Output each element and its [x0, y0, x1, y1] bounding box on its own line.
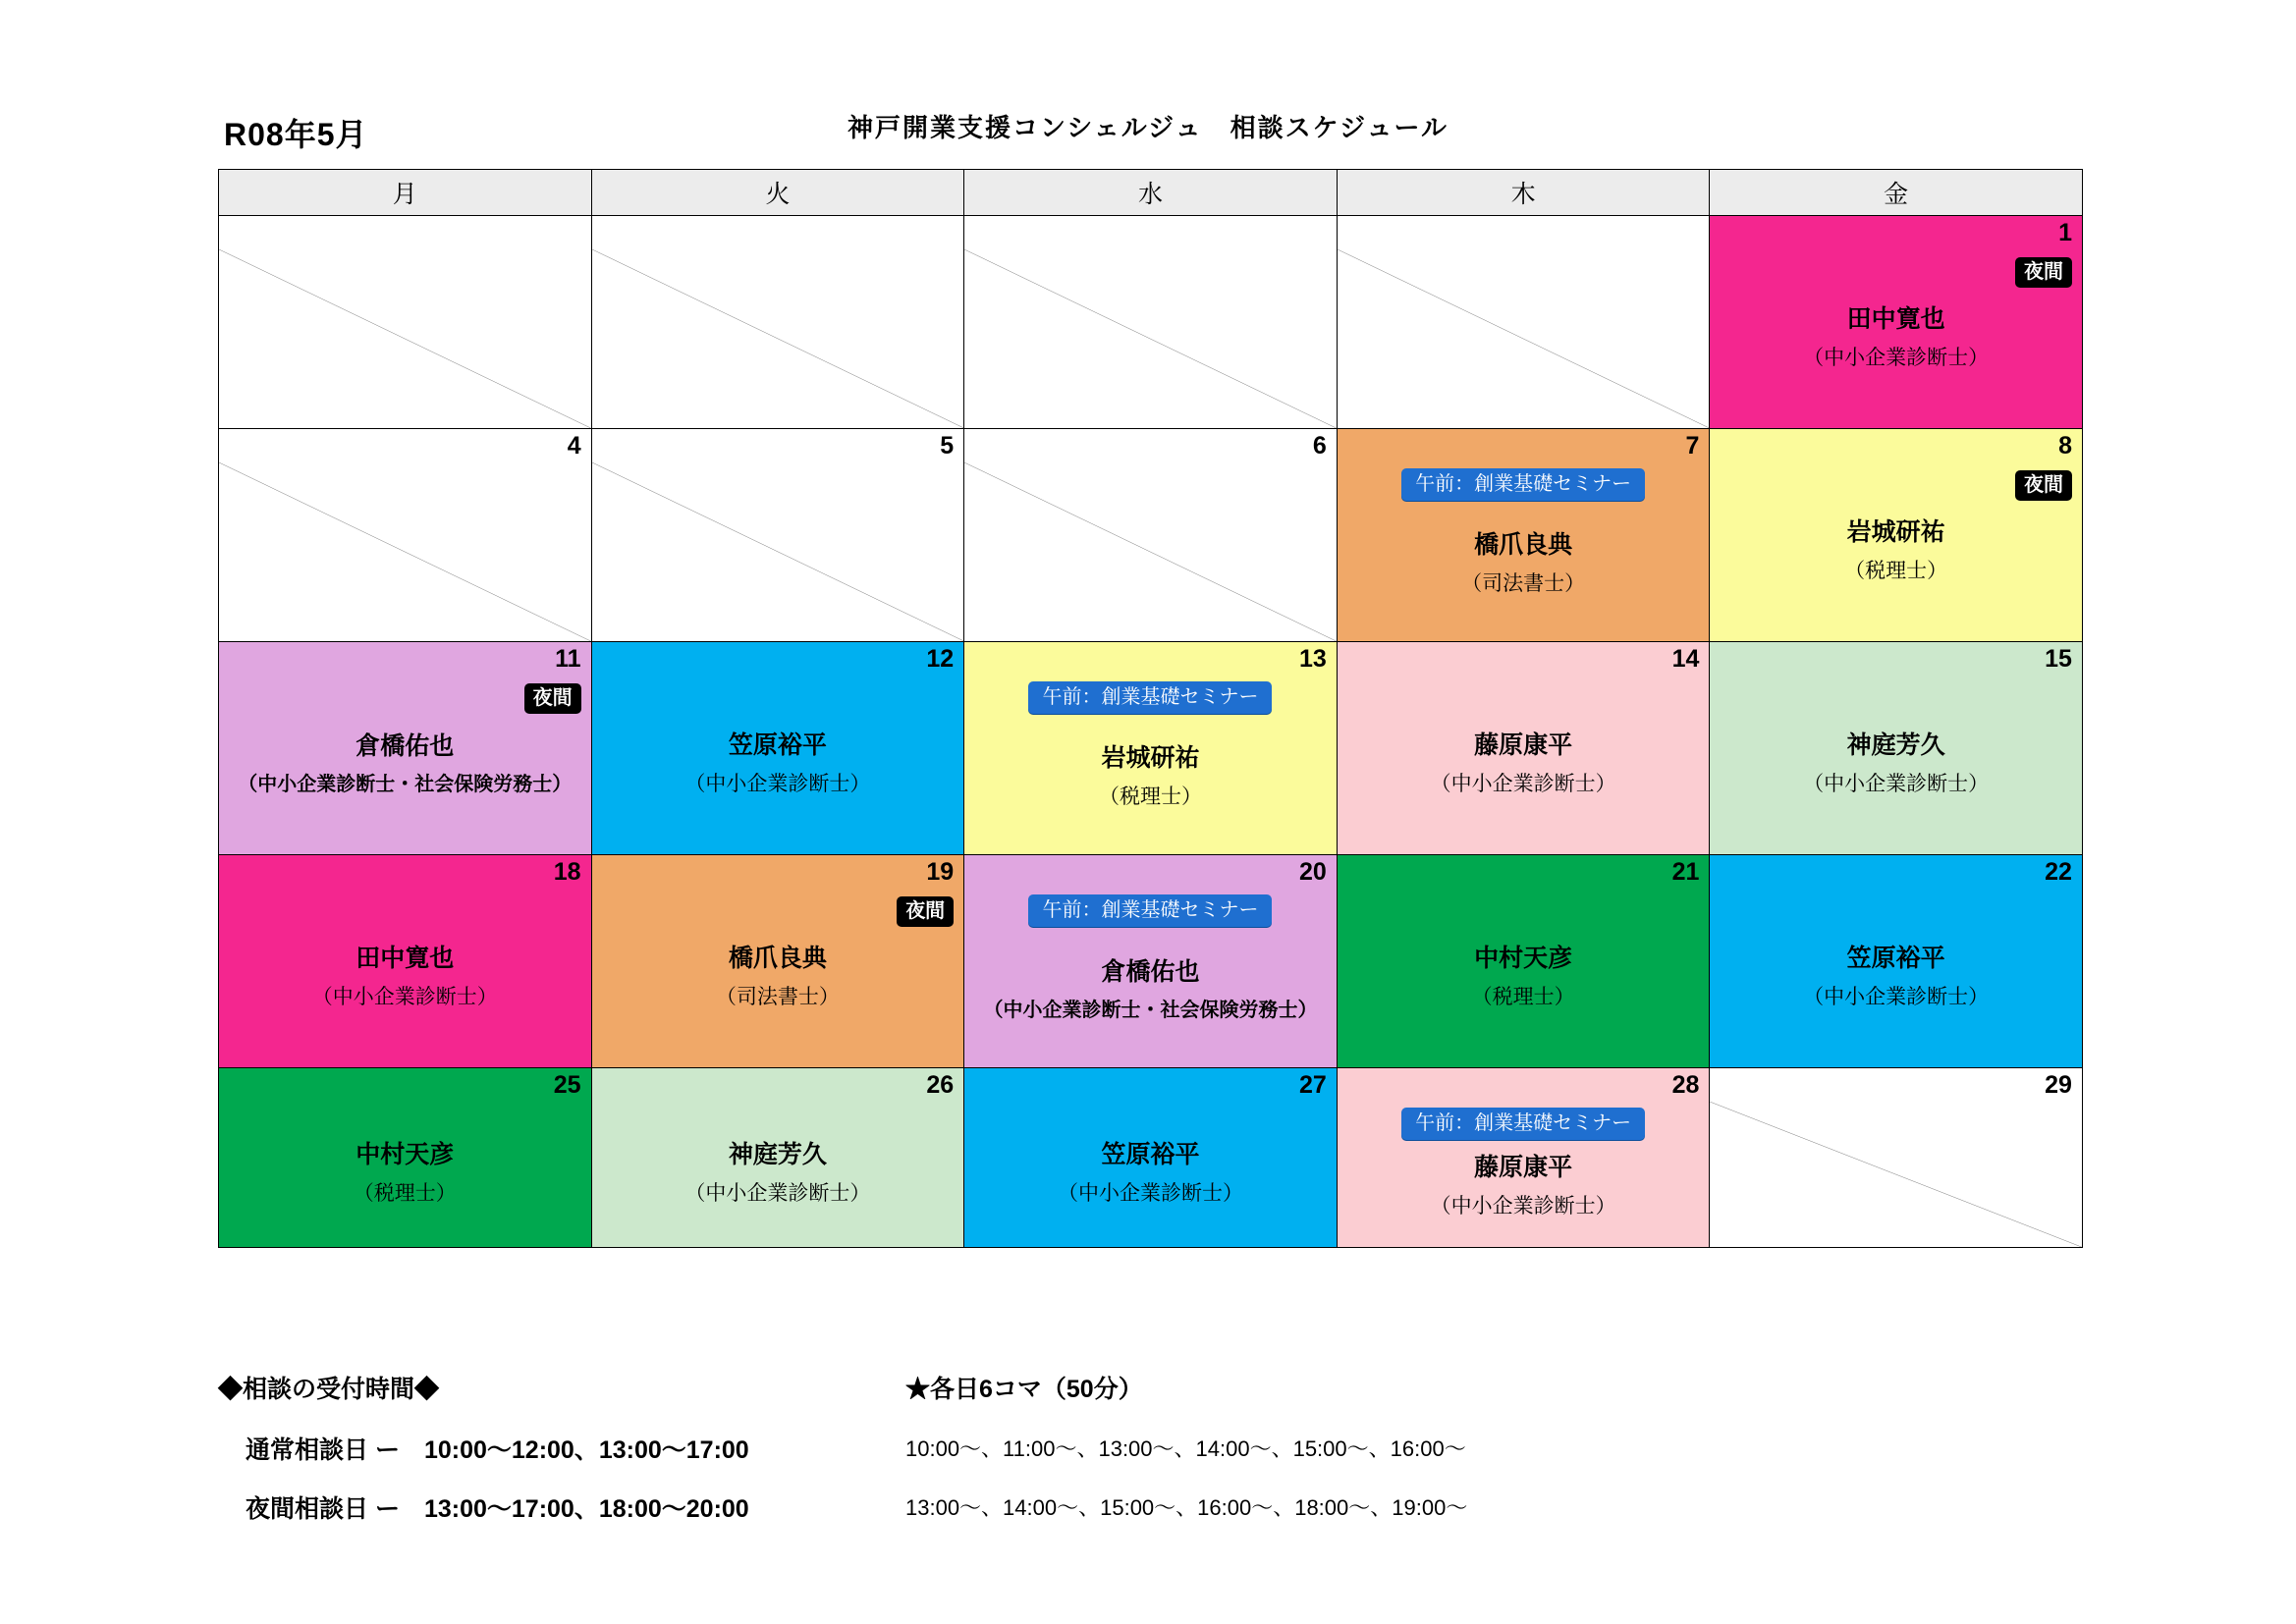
- night-session-badge: 夜間: [2015, 470, 2072, 501]
- advisor-name: 中村天彦: [1474, 945, 1573, 973]
- day-number-cell: 8: [1710, 429, 2083, 463]
- advisor-qualification: （中小企業診断士・社会保険労務士）: [238, 773, 573, 795]
- day-number-cell: 20: [964, 855, 1338, 890]
- day-entry: [1710, 889, 2082, 1067]
- advisor-qualification: （中小企業診断士）: [1430, 1195, 1616, 1218]
- calendar-day-cell[interactable]: [591, 249, 964, 429]
- advisor-qualification: （税理士）: [1844, 560, 1948, 583]
- day-number-cell: 21: [1337, 855, 1710, 890]
- day-number-cell: 29: [1710, 1068, 2083, 1103]
- advisor-qualification: （中小企業診断士）: [1803, 347, 1990, 370]
- advisor-qualification: （中小企業診断士）: [684, 1182, 871, 1206]
- calendar-content-row: [219, 676, 2083, 855]
- day-number-cell: 14: [1337, 642, 1710, 677]
- advisor-qualification: （中小企業診断士）: [311, 986, 498, 1009]
- calendar-day-cell[interactable]: [964, 676, 1338, 855]
- day-entry: [1338, 676, 1710, 854]
- day-number-cell: 15: [1710, 642, 2083, 677]
- calendar-day-cell[interactable]: [591, 889, 964, 1068]
- calendar-day-cell[interactable]: [964, 462, 1338, 642]
- day-entry: [1710, 676, 2082, 854]
- advisor-name: 神庭芳久: [1846, 731, 1945, 760]
- advisor-qualification: （税理士）: [1471, 986, 1575, 1009]
- day-number-cell: 1: [1710, 216, 2083, 250]
- advisor-name: 笠原裕平: [728, 731, 827, 760]
- advisor-name: 橋爪良典: [1474, 531, 1573, 560]
- day-number-cell: 25: [219, 1068, 592, 1103]
- weekday-header-tue: 火: [591, 170, 964, 216]
- empty-day-slash-icon: [964, 249, 1337, 428]
- advisor-qualification: （中小企業診断士）: [684, 773, 871, 796]
- calendar-day-cell[interactable]: [1337, 1102, 1710, 1248]
- day-entry: [219, 1102, 591, 1247]
- calendar-content-row: [219, 462, 2083, 642]
- day-number-cell: 28: [1337, 1068, 1710, 1103]
- page-title: 神戸開業支援コンシェルジュ 相談スケジュール: [847, 113, 1449, 142]
- advisor-qualification: （税理士）: [353, 1182, 457, 1206]
- calendar-daynum-row: [219, 216, 2083, 250]
- advisor-name: 神庭芳久: [728, 1141, 827, 1169]
- calendar-daynum-row: [219, 642, 2083, 677]
- empty-day-slash-icon: [1710, 1102, 2082, 1247]
- calendar-content-row: [219, 1102, 2083, 1248]
- calendar-daynum-row: [219, 429, 2083, 463]
- morning-seminar-badge: 午前：創業基礎セミナー: [1028, 681, 1272, 714]
- advisor-qualification: （中小企業診断士）: [1430, 773, 1616, 796]
- advisor-name: 笠原裕平: [1846, 945, 1945, 973]
- calendar-content-row: [219, 889, 2083, 1068]
- advisor-name: 藤原康平: [1474, 1154, 1573, 1182]
- advisor-name: 倉橋佑也: [355, 732, 455, 761]
- day-number-cell: 11: [219, 642, 592, 677]
- normal-day-slots: 10:00〜、11:00〜、13:00〜、14:00〜、15:00〜、16:00〜: [905, 1436, 1466, 1461]
- calendar-day-cell[interactable]: [219, 889, 592, 1068]
- calendar-day-cell[interactable]: [219, 249, 592, 429]
- day-number-cell: 7: [1337, 429, 1710, 463]
- advisor-qualification: （司法書士）: [715, 986, 840, 1009]
- calendar-day-cell[interactable]: [591, 676, 964, 855]
- day-number-cell: 12: [591, 642, 964, 677]
- morning-seminar-badge: 午前：創業基礎セミナー: [1028, 894, 1272, 927]
- advisor-name: 岩城研祐: [1101, 744, 1200, 773]
- calendar-day-cell[interactable]: [591, 462, 964, 642]
- normal-day-hours: 通常相談日 ー 10:00〜12:00、13:00〜17:00: [246, 1436, 749, 1464]
- day-number-cell: 18: [219, 855, 592, 890]
- calendar-table: [218, 169, 2083, 1248]
- reception-time-heading: ◆相談の受付時間◆: [218, 1376, 440, 1403]
- advisor-name: 岩城研祐: [1846, 518, 1945, 547]
- day-number-cell: [219, 216, 592, 250]
- calendar-day-cell[interactable]: [1710, 676, 2083, 855]
- day-number-cell: [591, 216, 964, 250]
- weekday-header-thu: 木: [1337, 170, 1710, 216]
- empty-day-slash-icon: [592, 462, 964, 641]
- advisor-qualification: （司法書士）: [1461, 572, 1586, 596]
- advisor-name: 笠原裕平: [1101, 1141, 1200, 1169]
- day-number-cell: 5: [591, 429, 964, 463]
- day-entry: [592, 676, 964, 854]
- night-day-hours: 夜間相談日 ー 13:00〜17:00、18:00〜20:00: [246, 1495, 749, 1523]
- day-entry: [592, 1102, 964, 1247]
- day-number-cell: 26: [591, 1068, 964, 1103]
- month-label: R08年5月: [224, 117, 368, 152]
- day-entry: [219, 889, 591, 1067]
- day-number-cell: 6: [964, 429, 1338, 463]
- slots-heading: ★各日6コマ（50分）: [905, 1376, 1143, 1403]
- calendar-day-cell[interactable]: [219, 676, 592, 855]
- advisor-qualification: （中小企業診断士）: [1057, 1182, 1243, 1206]
- calendar-day-cell[interactable]: [1337, 889, 1710, 1068]
- empty-day-slash-icon: [1338, 249, 1710, 428]
- calendar-day-cell[interactable]: [1337, 676, 1710, 855]
- calendar-day-cell[interactable]: [964, 1102, 1338, 1248]
- day-number-cell: [1337, 216, 1710, 250]
- morning-seminar-badge: 午前：創業基礎セミナー: [1401, 468, 1645, 501]
- day-number-cell: 13: [964, 642, 1338, 677]
- weekday-header-row: [219, 170, 2083, 216]
- weekday-header-mon: 月: [219, 170, 592, 216]
- advisor-qualification: （中小企業診断士）: [1803, 773, 1990, 796]
- day-number-cell: [964, 216, 1338, 250]
- calendar-content-row: [219, 249, 2083, 429]
- calendar-body: [219, 216, 2083, 1248]
- calendar-day-cell[interactable]: [1710, 249, 2083, 429]
- advisor-qualification: （中小企業診断士）: [1803, 986, 1990, 1009]
- advisor-name: 田中寛也: [1846, 305, 1945, 334]
- day-number-cell: 19: [591, 855, 964, 890]
- calendar-day-cell[interactable]: [1337, 462, 1710, 642]
- calendar-day-cell[interactable]: [1710, 889, 2083, 1068]
- empty-day-slash-icon: [219, 249, 591, 428]
- weekday-header-wed: 水: [964, 170, 1338, 216]
- calendar-daynum-row: [219, 1068, 2083, 1103]
- advisor-name: 藤原康平: [1474, 731, 1573, 760]
- day-number-cell: 4: [219, 429, 592, 463]
- day-entry: [964, 1102, 1337, 1247]
- calendar-day-cell[interactable]: [1337, 249, 1710, 429]
- advisor-name: 田中寛也: [355, 945, 455, 973]
- calendar-day-cell[interactable]: [591, 1102, 964, 1248]
- night-day-slots: 13:00〜、14:00〜、15:00〜、16:00〜、18:00〜、19:00〜: [905, 1495, 1468, 1520]
- morning-seminar-badge: 午前：創業基礎セミナー: [1401, 1108, 1645, 1140]
- calendar-day-cell[interactable]: [1710, 1102, 2083, 1248]
- advisor-qualification: （税理士）: [1098, 785, 1202, 809]
- empty-day-slash-icon: [964, 462, 1337, 641]
- night-session-badge: 夜間: [897, 896, 954, 927]
- day-entry: [1338, 889, 1710, 1067]
- advisor-name: 中村天彦: [355, 1141, 455, 1169]
- empty-day-slash-icon: [219, 462, 591, 641]
- calendar-day-cell[interactable]: [964, 889, 1338, 1068]
- advisor-qualification: （中小企業診断士・社会保険労務士）: [983, 999, 1318, 1021]
- calendar-day-cell[interactable]: [1710, 462, 2083, 642]
- calendar-day-cell[interactable]: [219, 1102, 592, 1248]
- advisor-name: 倉橋佑也: [1101, 958, 1200, 987]
- calendar-daynum-row: [219, 855, 2083, 890]
- day-number-cell: 22: [1710, 855, 2083, 890]
- advisor-name: 橋爪良典: [728, 945, 827, 973]
- empty-day-slash-icon: [592, 249, 964, 428]
- day-number-cell: 27: [964, 1068, 1338, 1103]
- calendar-day-cell[interactable]: [219, 462, 592, 642]
- calendar-day-cell[interactable]: [964, 249, 1338, 429]
- weekday-header-fri: 金: [1710, 170, 2083, 216]
- night-session-badge: 夜間: [524, 683, 581, 714]
- night-session-badge: 夜間: [2015, 257, 2072, 288]
